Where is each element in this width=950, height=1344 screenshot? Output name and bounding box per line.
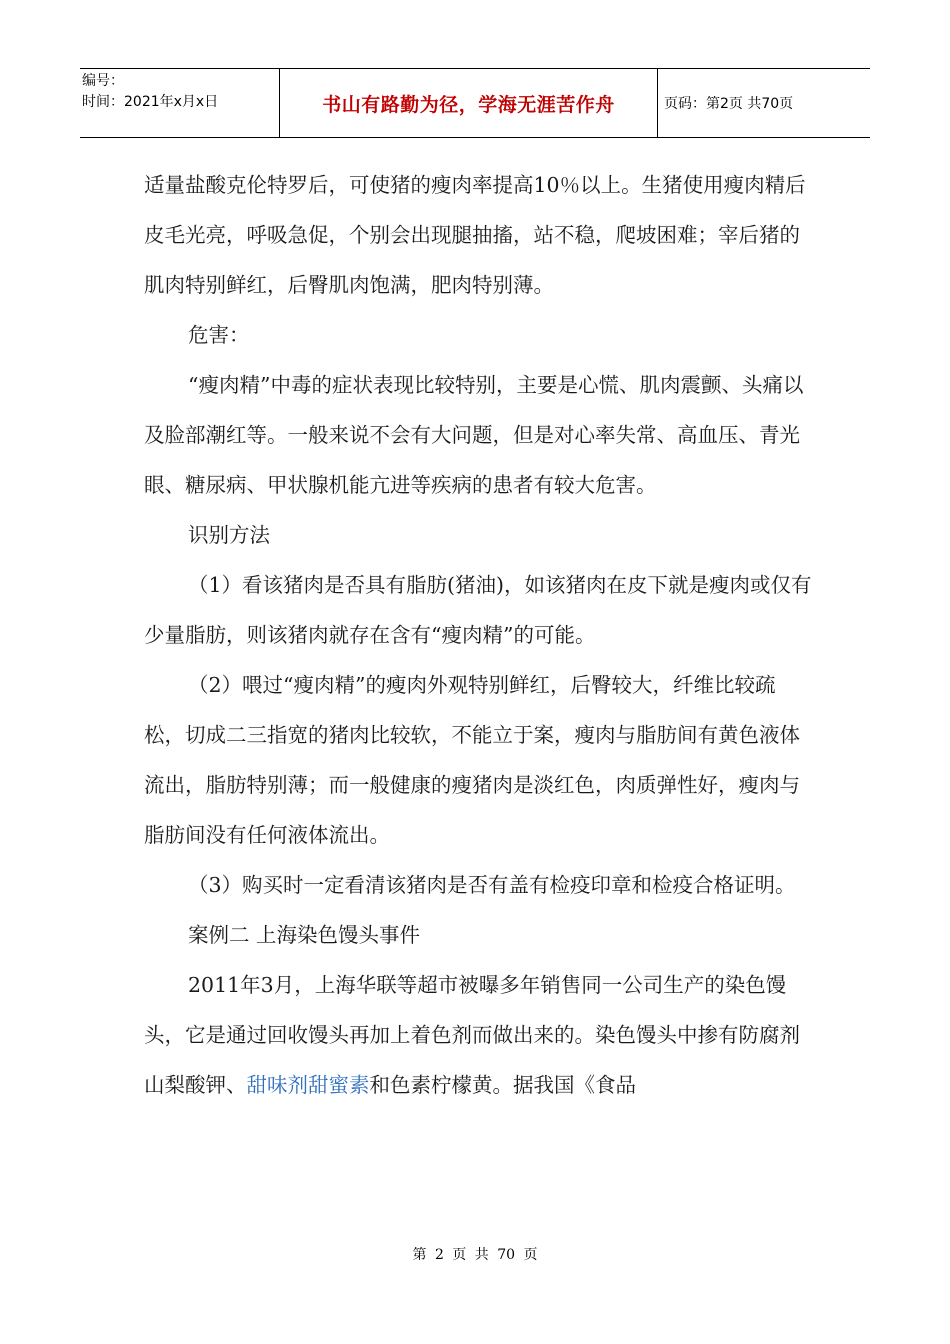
page-header xyxy=(80,68,870,138)
heading-identification: 识别方法 xyxy=(188,523,270,547)
serial-label: 编号： xyxy=(82,73,124,89)
heading-harm: 危害： xyxy=(188,323,250,347)
paragraph-lean-meat-effect: 适量盐酸克伦特罗后，可使猪的瘦肉率提高10％以上。生猪使用瘦肉精后皮毛光亮，呼吸急促，个别会出现腿抽搐，站不稳，爬坡困难；宰后猪的肌肉特别鲜红，后臀肌肉饱满，肥肉特别薄。 xyxy=(144,173,806,297)
body-text xyxy=(144,160,814,1110)
header-motto-cell xyxy=(280,69,658,137)
paragraph-method-3: （3）购买时一定看清该猪肉是否有盖有检疫印章和检疫合格证明。 xyxy=(188,873,796,897)
sweetener-link[interactable]: 甜味剂甜蜜素 xyxy=(246,1073,370,1097)
time-label: 时间：2021年x月x日 xyxy=(82,94,219,110)
motto-text: 书山有路勤为径，学海无涯苦作舟 xyxy=(322,93,615,116)
paragraph-method-1: （1）看该猪肉是否具有脂肪(猪油)，如该猪肉在皮下就是瘦肉或仅有少量脂肪，则该猪肉就存在含有“瘦肉精”的可能。 xyxy=(144,573,812,647)
paragraph-case-two xyxy=(144,960,814,1110)
case-text-start: 2011年3月，上海华联等超市被曝多年销售同一公司生产的染色馒头，它是通过回收馒头再加上着色剂而做出来的。染色馒头中掺有防腐剂山梨酸钾、 xyxy=(144,973,800,1097)
heading-case-two: 案例二 上海染色馒头事件 xyxy=(188,923,421,947)
page-footer: 第 2 页 共 70 页 xyxy=(412,1247,538,1263)
header-page-cell xyxy=(658,69,870,137)
header-info-cell xyxy=(80,69,280,137)
page-code: 页码：第2页 共70页 xyxy=(664,96,794,112)
case-text-end: 和色素柠檬黄。据我国《食品 xyxy=(369,1073,636,1097)
paragraph-method-2: （2）喂过“瘦肉精”的瘦肉外观特别鲜红，后臀较大，纤维比较疏松，切成二三指宽的猪肉比较软，不能立于案，瘦肉与脂肪间有黄色液体流出，脂肪特别薄；而一般健康的瘦猪肉是淡红色，肉质弹性好，瘦肉与脂肪间没有任何液体流出。 xyxy=(144,673,800,847)
paragraph-harm: “瘦肉精”中毒的症状表现比较特别，主要是心慌、肌肉震颤、头痛以及脸部潮红等。一般来说不会有大问题，但是对心率失常、高血压、青光眼、糖尿病、甲状腺机能亢进等疾病的患者有较大危害。 xyxy=(144,373,804,497)
